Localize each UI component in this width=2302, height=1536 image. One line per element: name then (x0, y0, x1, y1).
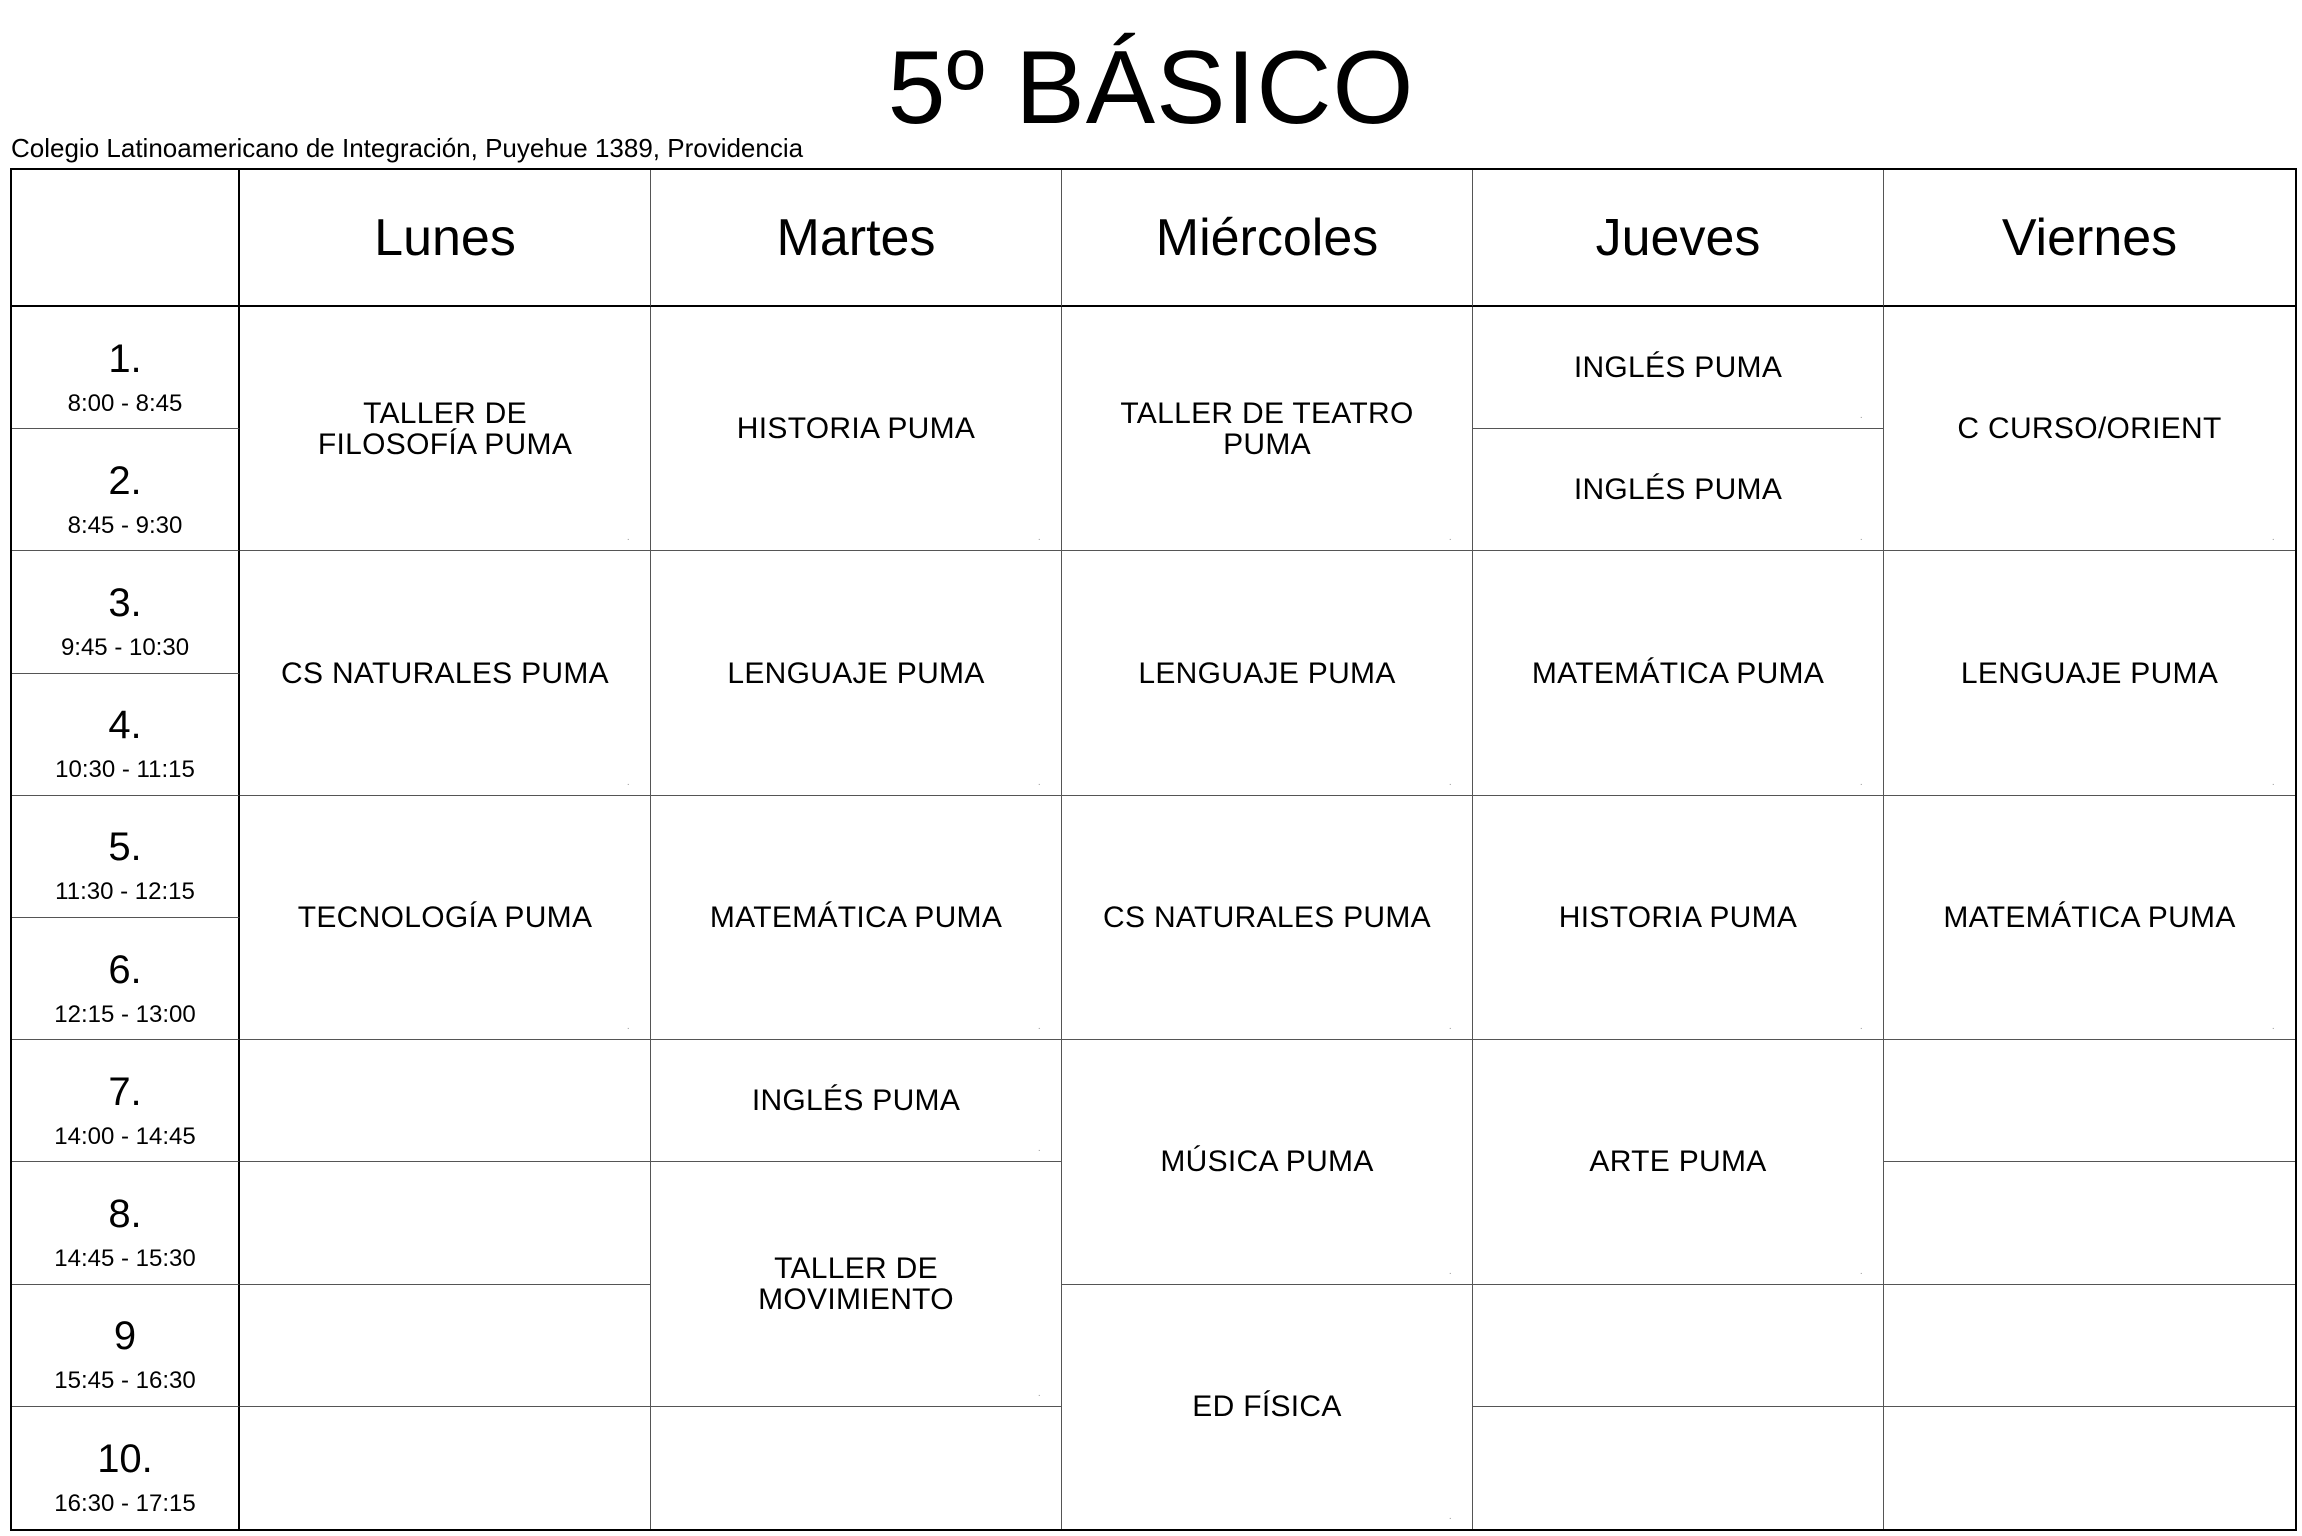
cell-marker: . (1037, 1387, 1041, 1399)
period-number: 3. (108, 580, 142, 625)
day-header-viernes: Viernes (1884, 170, 2295, 307)
period-4 (12, 674, 240, 796)
day-header-martes: Martes (651, 170, 1062, 307)
period-number: 10. (97, 1436, 153, 1481)
subject-label: CS NATURALES PUMA (281, 656, 609, 690)
schedule-table (10, 168, 2297, 1531)
subject-cell-lunes-3-4 (240, 551, 651, 795)
subject-cell-viernes-5-6 (1884, 796, 2295, 1040)
subject-cell-miercoles-3-4 (1062, 551, 1473, 795)
subject-label: INGLÉS PUMA (751, 1084, 961, 1118)
period-time: 9:45 - 10:30 (60, 633, 190, 661)
period-5 (12, 796, 240, 918)
cell-marker: . (1448, 1510, 1452, 1522)
subject-label: TECNOLOGÍA PUMA (297, 900, 593, 934)
subject-cell-martes-1-2 (651, 307, 1062, 551)
subject-label: HISTORIA PUMA (736, 412, 976, 446)
empty-cell-jueves-9 (1473, 1285, 1884, 1407)
subject-label: CS NATURALES PUMA (1103, 900, 1431, 934)
corner-cell (12, 170, 240, 307)
day-header-jueves: Jueves (1473, 170, 1884, 307)
subject-cell-martes-3-4 (651, 551, 1062, 795)
cell-marker: . (1037, 532, 1041, 544)
period-2 (12, 429, 240, 551)
cell-marker: . (1448, 1021, 1452, 1033)
subject-cell-miercoles-5-6 (1062, 796, 1473, 1040)
subject-cell-martes-8-9 (651, 1162, 1062, 1406)
cell-marker: . (1448, 776, 1452, 788)
period-number: 7. (108, 1069, 142, 1114)
period-time: 16:30 - 17:15 (54, 1489, 196, 1517)
subject-label: LENGUAJE PUMA (727, 656, 985, 690)
cell-marker: . (1859, 776, 1863, 788)
empty-cell-viernes-10 (1884, 1407, 2295, 1529)
period-8 (12, 1162, 240, 1284)
subject-label: INGLÉS PUMA (1573, 351, 1783, 385)
period-time: 14:00 - 14:45 (54, 1122, 196, 1150)
subject-label: HISTORIA PUMA (1558, 900, 1798, 934)
cell-marker: . (1037, 1021, 1041, 1033)
school-address: Colegio Latinoamericano de Integración, Puyehue 1389, Providencia (11, 133, 804, 163)
period-10 (12, 1407, 240, 1529)
period-time: 14:45 - 15:30 (54, 1244, 196, 1272)
period-9 (12, 1285, 240, 1407)
empty-cell-lunes-9 (240, 1285, 651, 1407)
cell-marker: . (2271, 776, 2275, 788)
subject-cell-martes-7 (651, 1040, 1062, 1162)
period-3 (12, 551, 240, 673)
cell-marker: . (1448, 532, 1452, 544)
subject-label: MÚSICA PUMA (1160, 1145, 1374, 1179)
empty-cell-jueves-10 (1473, 1407, 1884, 1529)
period-time: 8:45 - 9:30 (67, 511, 183, 539)
subject-label: INGLÉS PUMA (1573, 473, 1783, 507)
day-header-miercoles: Miércoles (1062, 170, 1473, 307)
subject-cell-jueves-2 (1473, 429, 1884, 551)
cell-marker: . (2271, 1021, 2275, 1033)
period-number: 6. (108, 947, 142, 992)
cell-marker: . (2271, 532, 2275, 544)
subject-label: ED FÍSICA (1192, 1390, 1342, 1424)
empty-cell-viernes-8 (1884, 1162, 2295, 1284)
subject-cell-lunes-1-2 (240, 307, 651, 551)
cell-marker: . (1037, 776, 1041, 788)
subject-label: LENGUAJE PUMA (1960, 656, 2219, 690)
period-7 (12, 1040, 240, 1162)
period-time: 15:45 - 16:30 (54, 1367, 196, 1395)
period-number: 9 (113, 1314, 137, 1359)
subject-label: TALLER DE TEATRO PUMA (1120, 396, 1414, 461)
period-1 (12, 307, 240, 429)
period-number: 8. (108, 1191, 142, 1236)
period-number: 2. (108, 458, 142, 503)
period-number: 4. (108, 703, 142, 748)
cell-marker: . (626, 776, 630, 788)
subject-cell-viernes-3-4 (1884, 551, 2295, 795)
period-number: 1. (108, 336, 142, 381)
empty-cell-viernes-9 (1884, 1285, 2295, 1407)
empty-cell-viernes-7 (1884, 1040, 2295, 1162)
subject-label: MATEMÁTICA PUMA (1943, 900, 2236, 934)
empty-cell-lunes-10 (240, 1407, 651, 1529)
subject-label: ARTE PUMA (1589, 1145, 1767, 1179)
cell-marker: . (1859, 1021, 1863, 1033)
subject-cell-miercoles-1-2 (1062, 307, 1473, 551)
period-number: 5. (108, 825, 142, 870)
subject-cell-viernes-1-2 (1884, 307, 2295, 551)
subject-label: MATEMÁTICA PUMA (709, 900, 1003, 934)
subject-label: TALLER DE FILOSOFÍA PUMA (317, 396, 573, 461)
subject-cell-jueves-3-4 (1473, 551, 1884, 795)
period-time: 10:30 - 11:15 (55, 756, 195, 784)
subject-cell-miercoles-9-10 (1062, 1285, 1473, 1529)
period-time: 8:00 - 8:45 (67, 389, 183, 417)
cell-marker: . (626, 1021, 630, 1033)
subject-cell-martes-5-6 (651, 796, 1062, 1040)
empty-cell-lunes-7 (240, 1040, 651, 1162)
subject-label: MATEMÁTICA PUMA (1531, 656, 1825, 690)
cell-marker: . (1448, 1265, 1452, 1277)
subject-cell-lunes-5-6 (240, 796, 651, 1040)
subject-cell-jueves-5-6 (1473, 796, 1884, 1040)
period-time: 11:30 - 12:15 (55, 878, 195, 906)
subject-cell-jueves-1 (1473, 307, 1884, 429)
subject-cell-miercoles-7-8 (1062, 1040, 1473, 1284)
period-6 (12, 918, 240, 1040)
cell-marker: . (1859, 410, 1863, 422)
subject-label: TALLER DE MOVIMIENTO (758, 1252, 954, 1317)
page-title: 5º BÁSICO (887, 30, 1415, 146)
cell-marker: . (1859, 532, 1863, 544)
subject-label: C CURSO/ORIENT (1957, 412, 2222, 446)
day-header-lunes: Lunes (240, 170, 651, 307)
empty-cell-martes-10 (651, 1407, 1062, 1529)
subject-label: LENGUAJE PUMA (1138, 656, 1396, 690)
cell-marker: . (1859, 1265, 1863, 1277)
subject-cell-jueves-7-8 (1473, 1040, 1884, 1284)
period-time: 12:15 - 13:00 (54, 1000, 196, 1028)
cell-marker: . (626, 532, 630, 544)
cell-marker: . (1037, 1143, 1041, 1155)
empty-cell-lunes-8 (240, 1162, 651, 1284)
